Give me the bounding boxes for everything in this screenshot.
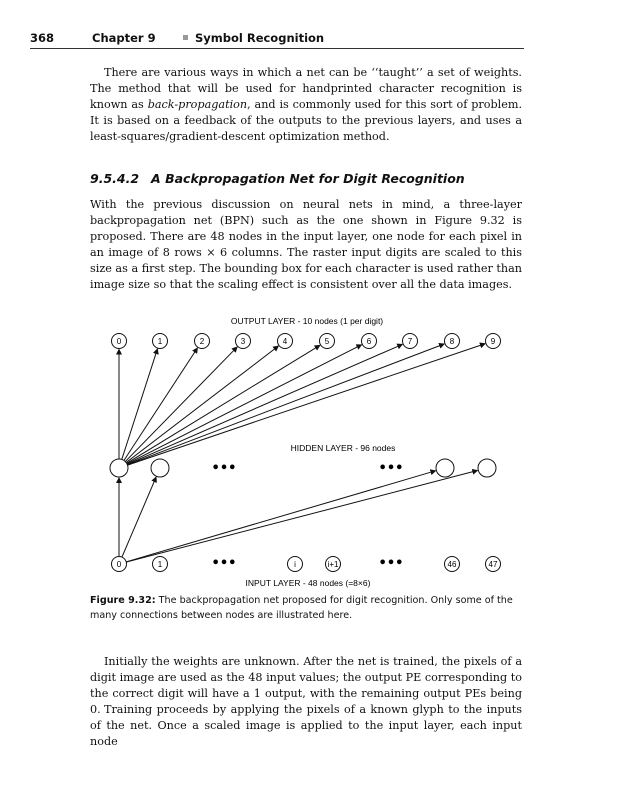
paragraph-1 [90, 65, 522, 145]
edge-input0-to-hidden-3 [126, 471, 477, 563]
hidden-node-3 [478, 459, 496, 477]
edge-hidden0-to-output-8 [127, 344, 444, 465]
running-header [30, 28, 524, 49]
output-node-label-2: 2 [199, 337, 205, 346]
input-node-label-3: i+1 [327, 560, 339, 569]
output-layer [112, 334, 501, 349]
input-node-label-1: 1 [157, 560, 163, 569]
output-node-label-1: 1 [157, 337, 163, 346]
network-diagram [90, 312, 522, 590]
hidden-layer-label: HIDDEN LAYER - 96 nodes [290, 443, 396, 453]
paragraph-1-emphasis: back-propagation [147, 98, 248, 111]
output-node-label-9: 9 [490, 337, 496, 346]
output-node-label-3: 3 [240, 337, 246, 346]
input-layer [112, 557, 501, 572]
input-ellipsis-right: ••• [378, 556, 404, 571]
output-layer-label: OUTPUT LAYER - 10 nodes (1 per digit) [230, 316, 384, 326]
paragraph-3: Initially the weights are unknown. After the net is trained, the pixels of a digit image are used as the 48 input values; the output PE corresponding to the correct digit will have a 1 output, with the remaining output PEs being 0. [90, 655, 522, 716]
figure-9-32 [90, 312, 522, 590]
input-node-label-2: i [294, 560, 296, 569]
figure-caption [90, 593, 522, 623]
hidden-node-0 [110, 459, 128, 477]
paragraph-1-text-b: , and is commonly used for this sort of problem. It is based on a feedback of the outputs to the previous layers, and uses a least-squares/gradient-descent optimization method. [90, 98, 522, 143]
header-separator [183, 35, 188, 40]
input-layer-label: INPUT LAYER - 48 nodes (=8×6) [245, 578, 371, 588]
input-node-label-0: 0 [116, 560, 122, 569]
hidden-ellipsis-left: ••• [211, 461, 237, 476]
page-number: 368 [30, 31, 55, 45]
output-node-label-0: 0 [116, 337, 122, 346]
edge-hidden0-to-output-2 [124, 348, 197, 460]
paragraph-2: With the previous discussion on neural nets in mind, a three-layer backpropagation net (BPN) such as the one shown in Figure 9.32 is proposed. There are 48 nodes in the input layer, one node for each pixel in an image of 8 rows × 6 columns. The raster input digits are scaled to this size as a first step. The bounding box for each character is used rather than image size so that the scaling effect is consistent over all the data images. [90, 198, 522, 291]
chapter-label: Chapter 9 [92, 31, 156, 45]
chapter-title: Symbol Recognition [195, 31, 325, 45]
edge-hidden0-to-output-4 [126, 346, 278, 462]
output-node-label-4: 4 [282, 337, 288, 346]
input-ellipsis-left: ••• [211, 556, 237, 571]
paragraph-1-text-a: There are various ways in which a net can be ‘‘taught’’ a set of weights. The method that will be used for handprinted character recognition is known as [90, 66, 522, 111]
hidden-layer [110, 459, 496, 477]
caption-label: Figure 9.32: [90, 595, 156, 606]
output-node-label-5: 5 [324, 337, 330, 346]
edge-input0-to-hidden-1 [122, 477, 156, 557]
output-node-label-7: 7 [407, 337, 413, 346]
section-number: 9.5.4.2 [90, 171, 140, 186]
hidden-node-2 [436, 459, 454, 477]
paragraph-4: Training proceeds by applying the pixels of a known glyph to the inputs of the net. Once a scaled image is applied to the input layer, each input node [90, 703, 522, 748]
section-title: A Backpropagation Net for Digit Recognition [151, 171, 465, 186]
input-node-label-5: 47 [488, 560, 498, 569]
hidden-ellipsis-right: ••• [378, 461, 404, 476]
caption-text: The backpropagation net proposed for digit recognition. Only some of the many connections between nodes are illustrated here. [90, 595, 513, 621]
input-node-label-4: 46 [447, 560, 457, 569]
output-node-label-6: 6 [366, 337, 372, 346]
edge-input0-to-hidden-2 [126, 471, 435, 562]
hidden-node-1 [151, 459, 169, 477]
output-node-label-8: 8 [449, 337, 455, 346]
section-heading [90, 171, 465, 186]
